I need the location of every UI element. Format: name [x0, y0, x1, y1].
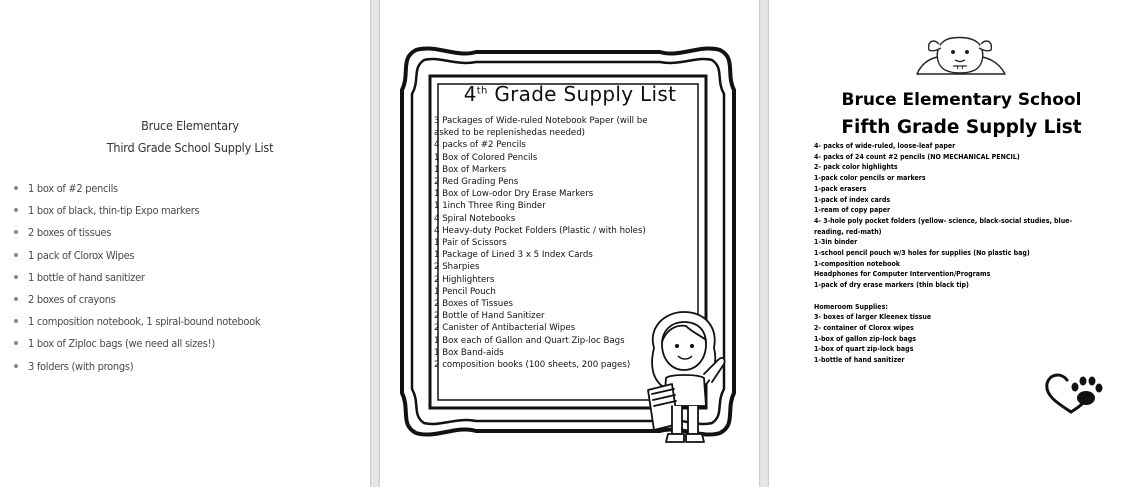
list-item-text: 2 boxes of crayons [28, 292, 116, 306]
list-item: 1 Pencil Pouch [434, 286, 496, 297]
list-item: 1 Pair of Scissors [434, 238, 507, 249]
fourth-grade-supply-list [434, 115, 670, 371]
list-item: 2 Red Grading Pens [434, 177, 519, 188]
list-item: 1 Box of Low-odor Dry Erase Markers [434, 189, 594, 200]
title-suffix: th [476, 85, 488, 97]
bullet-icon [14, 341, 18, 345]
third-grade-page [0, 0, 370, 487]
spacer [814, 291, 1099, 302]
list-item [14, 313, 260, 335]
list-item: 3- boxes of larger Kleenex tissue [814, 313, 932, 322]
bulldog-mascot-icon [913, 34, 1009, 80]
list-item: 2- container of Clorox wipes [814, 323, 914, 332]
list-item: 1 1inch Three Ring Binder [434, 201, 546, 212]
list-item: 1-box of quart zip-lock bags [814, 345, 914, 354]
third-grade-title: Third Grade School Supply List [106, 140, 274, 155]
list-item: 2 Bottle of Hand Sanitizer [434, 311, 545, 322]
fifth-grade-school-name: Bruce Elementary School [841, 90, 1082, 110]
list-item: 1-pack of dry erase markers (thin black tip) [814, 281, 969, 290]
bullet-icon [14, 208, 18, 212]
fifth-grade-supply-list [814, 141, 1099, 366]
third-grade-header [60, 115, 320, 159]
list-item: 1 Box of Colored Pencils [434, 152, 538, 163]
list-item: 4- packs of 24 count #2 pencils (NO MECHANICAL PENCIL) [814, 152, 1020, 161]
list-item: 3 Packages of Wide-ruled Notebook Paper (will be asked to be replenishedas needed) [434, 116, 648, 139]
fifth-grade-header [819, 88, 1104, 143]
homeroom-heading: Homeroom Supplies: [814, 302, 888, 311]
list-item: 4 packs of #2 Pencils [434, 140, 526, 151]
list-item: 4- packs of wide-ruled, loose-leaf paper [814, 142, 956, 150]
list-item: Headphones for Computer Intervention/Programs [814, 270, 991, 279]
girl-with-book-icon [642, 308, 728, 448]
list-item: 4 Heavy-duty Pocket Folders (Plastic / with holes) [434, 225, 646, 236]
bullet-icon [14, 297, 18, 301]
list-item: 2 Highlighters [434, 274, 495, 285]
list-item: 1 Box of Markers [434, 164, 507, 175]
list-item: 1-pack of index cards [814, 195, 891, 204]
list-item [14, 291, 260, 313]
fifth-grade-title: Fifth Grade Supply List [841, 117, 1082, 138]
fifth-grade-page [769, 0, 1138, 487]
list-item [14, 269, 260, 291]
list-item: 1 Box Band-aids [434, 347, 504, 358]
list-item: 1-composition notebook [814, 259, 900, 268]
list-item [14, 358, 260, 380]
list-item: 1-school pencil pouch w/3 holes for supplies (No plastic bag) [814, 249, 1030, 258]
list-item: 1-3in binder [814, 238, 858, 247]
title-text: Grade Supply List [487, 82, 677, 106]
list-item [14, 335, 260, 357]
list-item-text: 1 box of Ziploc bags (we need all sizes!) [28, 337, 215, 351]
list-item: 1-bottle of hand sanitizer [814, 356, 905, 365]
fourth-grade-page [380, 0, 759, 487]
paw-heart-icon [1041, 370, 1105, 416]
list-item: 2 Boxes of Tissues [434, 299, 513, 310]
list-item-text: 1 pack of Clorox Wipes [28, 248, 135, 262]
list-item: 2- pack color highlights [814, 163, 898, 172]
list-item: 1-pack color pencils or markers [814, 174, 926, 183]
list-item: 1 Box each of Gallon and Quart Zip-loc Bags [434, 335, 625, 346]
list-item-text: 1 composition notebook, 1 spiral-bound notebook [28, 315, 261, 329]
list-item-text: 1 box of black, thin-tip Expo markers [28, 204, 200, 218]
bullet-icon [14, 275, 18, 279]
fourth-grade-title [430, 82, 710, 106]
list-item: 1-box of gallon zip-lock bags [814, 334, 916, 343]
list-item-text: 1 box of #2 pencils [28, 182, 118, 195]
title-number: 4 [463, 82, 477, 106]
third-grade-supply-list [14, 180, 260, 380]
list-item [14, 202, 260, 224]
list-item-text: 3 folders (with prongs) [28, 359, 134, 373]
list-item-text: 1 bottle of hand sanitizer [28, 270, 145, 284]
list-item: 2 Sharpies [434, 262, 480, 273]
list-item [14, 180, 260, 202]
list-item: 4- 3-hole poly pocket folders (yellow- science, black-social studies, blue-reading, red-math) [814, 216, 1073, 236]
bullet-icon [14, 230, 18, 234]
list-item: 1 Package of Lined 3 x 5 Index Cards [434, 250, 593, 261]
bullet-icon [14, 364, 18, 368]
bullet-icon [14, 319, 18, 323]
list-item [14, 247, 260, 269]
list-item [14, 224, 260, 246]
list-item: 1-ream of copy paper [814, 206, 891, 215]
bullet-icon [14, 186, 18, 190]
list-item: 2 composition books (100 sheets, 200 pages) [434, 360, 631, 371]
list-item: 2 Canister of Antibacterial Wipes [434, 323, 576, 334]
bullet-icon [14, 253, 18, 257]
third-grade-school-name: Bruce Elementary [141, 118, 239, 133]
list-item: 4 Spiral Notebooks [434, 213, 516, 224]
list-item: 1-pack erasers [814, 184, 867, 193]
list-item-text: 2 boxes of tissues [28, 226, 112, 240]
